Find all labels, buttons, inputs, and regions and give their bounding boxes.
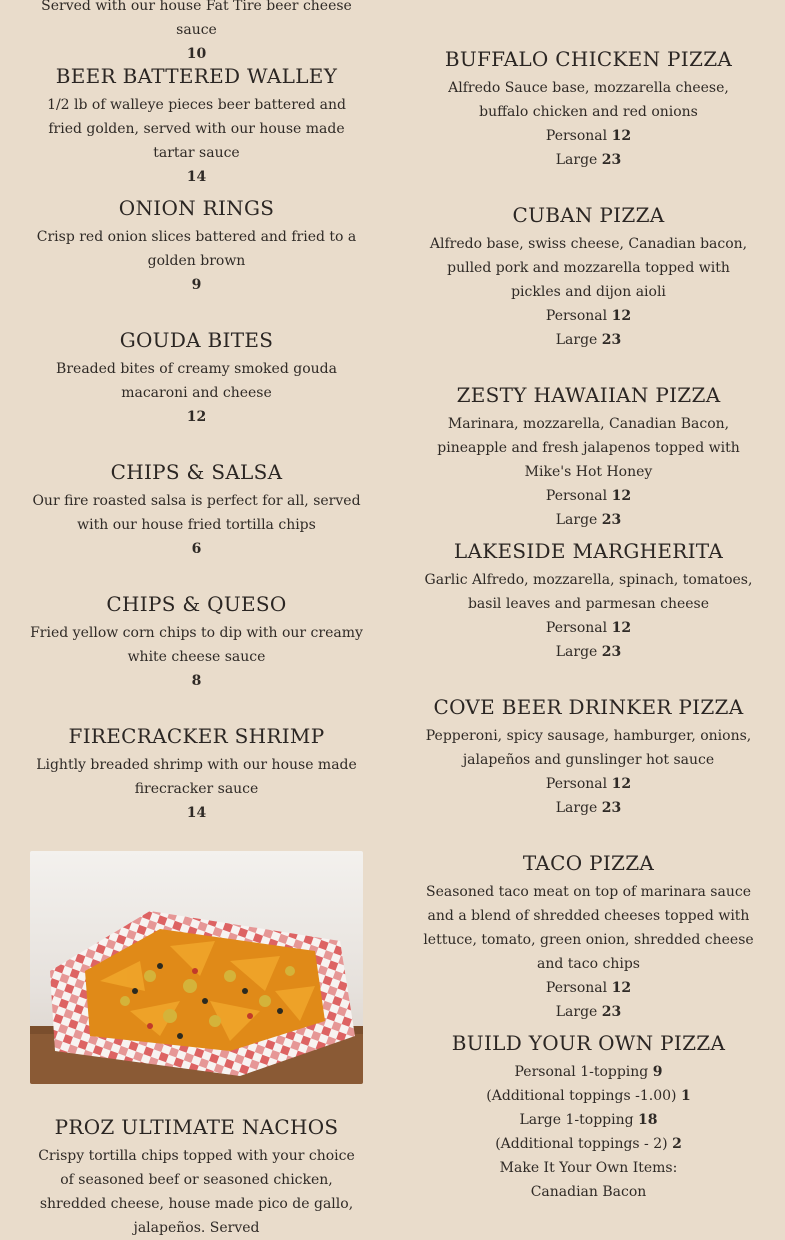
- price-large: Large 23: [555, 644, 622, 660]
- item-description: Seasoned taco meat on top of marinara sauce and a blend of shredded cheeses topped with lettuce, tomato, green onion, shredded cheese and taco chips: [423, 884, 754, 972]
- price-personal: Personal 12: [545, 128, 632, 144]
- item-title: TACO PIZZA: [522, 851, 655, 875]
- item-price: 9: [191, 277, 202, 293]
- price-personal: Personal 12: [545, 620, 632, 636]
- menu-item-build-your-own-pizza: [422, 1030, 755, 1204]
- item-description: Breaded bites of creamy smoked gouda macaroni and cheese: [56, 361, 337, 401]
- price-personal: Personal 12: [545, 980, 632, 996]
- item-title: CHIPS & QUESO: [106, 592, 287, 616]
- menu-item-cuban-pizza: [422, 202, 755, 352]
- price-large: Large 23: [555, 152, 622, 168]
- menu-item-onion-rings: [30, 195, 363, 297]
- byo-large-additional: (Additional toppings - 2) 2: [495, 1136, 682, 1152]
- item-title: PROZ ULTIMATE NACHOS: [54, 1115, 339, 1139]
- byo-personal-additional: (Additional toppings -1.00) 1: [486, 1088, 691, 1104]
- menu-item-buffalo-chicken-pizza: [422, 46, 755, 172]
- price-personal: Personal 12: [545, 488, 632, 504]
- byo-items-heading: Make It Your Own Items:: [499, 1160, 678, 1176]
- menu-item-firecracker-shrimp: [30, 723, 363, 825]
- menu-item-chips-queso: [30, 591, 363, 693]
- price-large: Large 23: [555, 800, 622, 816]
- item-description: Marinara, mozzarella, Canadian Bacon, pineapple and fresh jalapenos topped with Mike's Hot Honey: [437, 416, 740, 480]
- item-description: Lightly breaded shrimp with our house made firecracker sauce: [36, 757, 357, 797]
- item-title: BUFFALO CHICKEN PIZZA: [444, 47, 733, 71]
- item-description: Alfredo base, swiss cheese, Canadian bacon, pulled pork and mozzarella topped with pickles and dijon aioli: [429, 236, 748, 300]
- item-price: 8: [191, 673, 202, 689]
- price-personal: Personal 12: [545, 776, 632, 792]
- item-description: Alfredo Sauce base, mozzarella cheese, buffalo chicken and red onions: [448, 80, 729, 120]
- price-large: Large 23: [555, 332, 622, 348]
- menu-item-beer-battered-walley: [30, 63, 363, 189]
- price-large: Large 23: [555, 512, 622, 528]
- item-title: ONION RINGS: [118, 196, 275, 220]
- item-title: COVE BEER DRINKER PIZZA: [433, 695, 744, 719]
- item-title: ZESTY HAWAIIAN PIZZA: [456, 383, 721, 407]
- item-price: 6: [191, 541, 202, 557]
- menu-item-chips-salsa: [30, 459, 363, 561]
- nachos-photo: [30, 851, 363, 1084]
- nachos-image: [30, 851, 363, 1084]
- byo-personal-price: Personal 1-topping 9: [514, 1064, 663, 1080]
- item-price: 14: [186, 169, 207, 185]
- item-price: 14: [186, 805, 207, 821]
- item-title: CHIPS & SALSA: [110, 460, 283, 484]
- item-price: 10: [186, 46, 207, 62]
- item-description: Crisp red onion slices battered and fried to a golden brown: [36, 229, 357, 269]
- byo-large-price: Large 1-topping 18: [519, 1112, 658, 1128]
- price-personal: Personal 12: [545, 308, 632, 324]
- item-price: 12: [186, 409, 207, 425]
- price-large: Large 23: [555, 1004, 622, 1020]
- item-title: FIRECRACKER SHRIMP: [68, 724, 325, 748]
- item-description: Crispy tortilla chips topped with your choice of seasoned beef or seasoned chicken, shredded cheese, house made pico de gallo, jalapeños. Served: [38, 1148, 355, 1236]
- menu-item-lakeside-margherita: [422, 538, 755, 664]
- item-title: BEER BATTERED WALLEY: [55, 64, 338, 88]
- item-title: BUILD YOUR OWN PIZZA: [451, 1031, 726, 1055]
- item-title: CUBAN PIZZA: [512, 203, 665, 227]
- item-title: LAKESIDE MARGHERITA: [453, 539, 724, 563]
- item-description: Our fire roasted salsa is perfect for all, served with our house fried tortilla chips: [32, 493, 361, 533]
- item-description: Served with our house Fat Tire beer cheese sauce: [41, 0, 352, 38]
- menu-item-zesty-hawaiian-pizza: [422, 382, 755, 532]
- menu-item-taco-pizza: [422, 850, 755, 1024]
- menu-item-cove-beer-drinker-pizza: [422, 694, 755, 820]
- byo-item: Canadian Bacon: [530, 1184, 647, 1200]
- menu-item-partial: [30, 0, 363, 66]
- menu-item-proz-ultimate-nachos: [30, 1114, 363, 1240]
- item-description: Garlic Alfredo, mozzarella, spinach, tomatoes, basil leaves and parmesan cheese: [424, 572, 753, 612]
- item-description: 1/2 lb of walleye pieces beer battered and fried golden, served with our house made tartar sauce: [47, 97, 346, 161]
- item-description: Pepperoni, spicy sausage, hamburger, onions, jalapeños and gunslinger hot sauce: [425, 728, 752, 768]
- menu-item-gouda-bites: [30, 327, 363, 429]
- item-description: Fried yellow corn chips to dip with our creamy white cheese sauce: [30, 625, 363, 665]
- item-title: GOUDA BITES: [119, 328, 274, 352]
